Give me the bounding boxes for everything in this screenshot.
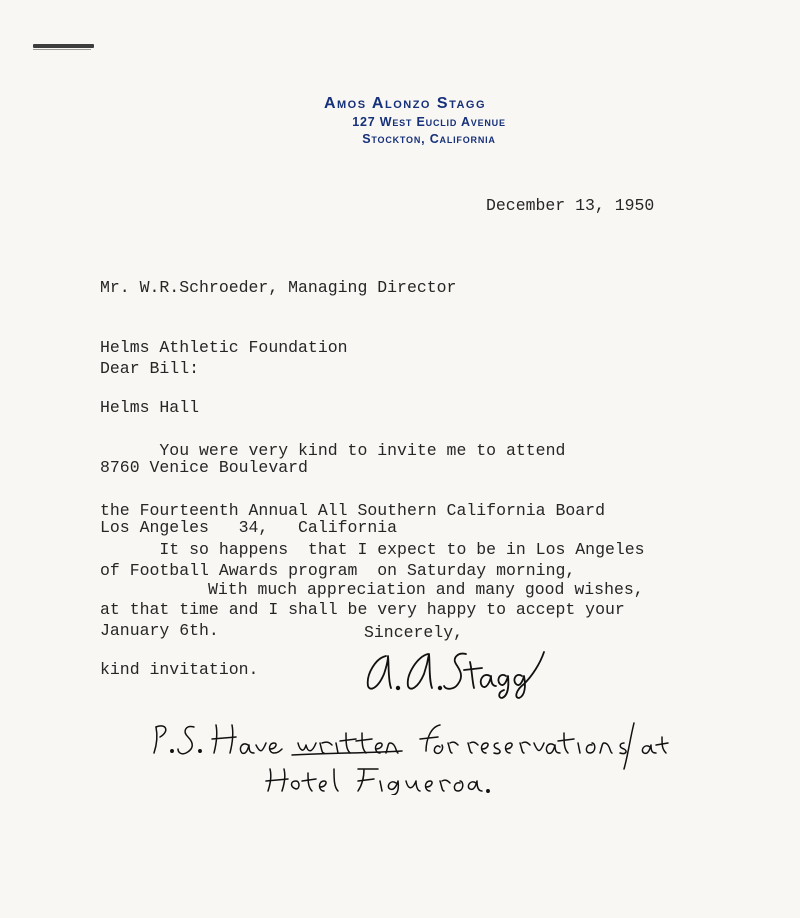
address-line-street: 8760 Venice Boulevard	[100, 458, 308, 477]
postscript-line-2	[0, 0, 1, 1]
address-line-building: Helms Hall	[100, 398, 200, 417]
address-line-organization: Helms Athletic Foundation	[100, 338, 348, 357]
paragraph-line: of Football Awards program on Saturday morning,	[100, 561, 576, 580]
address-line-city: Los Angeles 34, California	[100, 518, 398, 537]
letterhead-street: 127 West Euclid Avenue	[352, 115, 506, 129]
postscript-line-1	[0, 0, 1, 1]
paragraph-line: You were very kind to invite me to attend	[100, 441, 566, 460]
paper-clip-mark	[33, 44, 94, 48]
address-line-recipient: Mr. W.R.Schroeder, Managing Director	[100, 278, 457, 297]
letter-date: December 13, 1950	[486, 196, 655, 215]
salutation: Dear Bill:	[100, 359, 200, 378]
paragraph-line: kind invitation.	[100, 660, 259, 679]
letterhead-city: Stockton, California	[362, 132, 496, 146]
letterhead	[260, 94, 550, 148]
signature-text	[0, 0, 1, 1]
paragraph-line: January 6th.	[100, 621, 219, 640]
body-paragraph-3: With much appreciation and many good wishes,	[208, 580, 644, 599]
closing: Sincerely,	[364, 623, 464, 642]
paragraph-line: at that time and I shall be very happy to accept your	[100, 600, 625, 619]
paragraph-line: It so happens that I expect to be in Los Angeles	[100, 540, 645, 559]
handwritten-signature	[358, 644, 558, 700]
handwritten-postscript	[150, 719, 670, 795]
paragraph-line: the Fourteenth Annual All Southern California Board	[100, 501, 605, 520]
letterhead-name: Amos Alonzo Stagg	[323, 95, 487, 112]
